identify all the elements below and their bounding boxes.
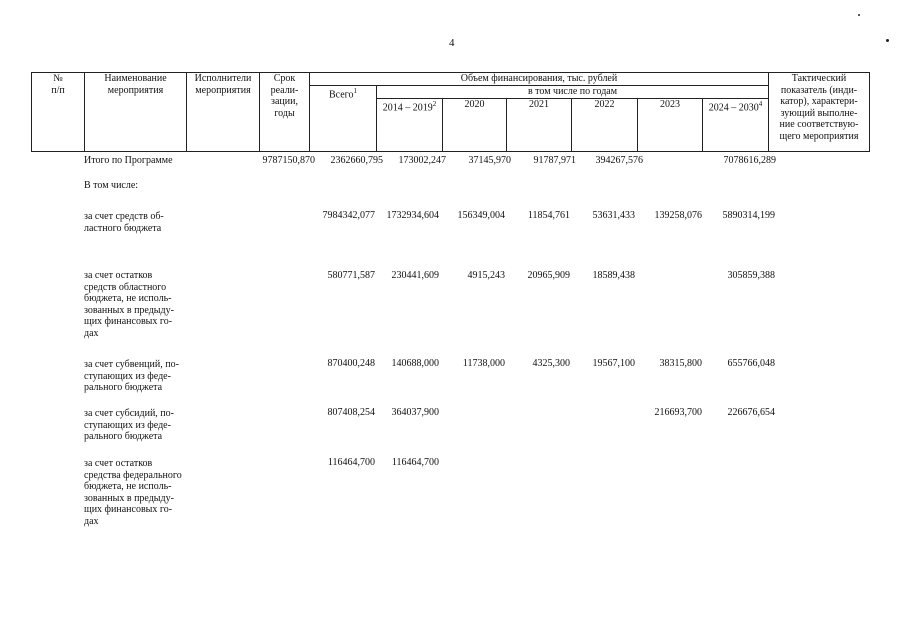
cell-2022: 53631,433	[592, 210, 635, 221]
cell-total: 7984342,077	[322, 210, 375, 221]
cell-2014-2019: 230441,609	[391, 270, 439, 281]
row-label: за счет субсидий, по- ступающих из феде- рального бюджета	[84, 408, 174, 443]
cell-2023: 216693,700	[654, 407, 702, 418]
cell-2014-2019: 116464,700	[391, 457, 439, 468]
header-executors: Исполнители мероприятия	[187, 73, 260, 152]
row-label: Итого по Программе	[84, 155, 173, 166]
table-row	[31, 407, 879, 456]
cell-2020: 4915,243	[467, 270, 505, 281]
scan-speck	[886, 39, 889, 42]
cell-2021: 11854,761	[527, 210, 570, 221]
cell-2023: 394267,576	[595, 155, 643, 166]
table-body	[31, 152, 879, 536]
cell-2022: 18589,438	[592, 270, 635, 281]
cell-total: 807408,254	[327, 407, 375, 418]
header-year: 2020	[443, 98, 507, 151]
header-term: Срок реали- зации, годы	[260, 73, 310, 152]
header-year: 2023	[638, 98, 703, 151]
cell-2020: 11738,000	[462, 358, 505, 369]
cell-total: 116464,700	[327, 457, 375, 468]
header-finance: Объем финансирования, тыс. рублей	[310, 73, 769, 86]
table-row	[31, 268, 879, 357]
cell-2014-2019: 2362660,795	[330, 155, 383, 166]
cell-2021: 37145,970	[468, 155, 511, 166]
header-total: Всего$^1$	[310, 86, 377, 152]
cell-2021: 4325,300	[532, 358, 570, 369]
header-year: 2022	[572, 98, 638, 151]
cell-2024-2030: 655766,048	[727, 358, 775, 369]
header-year: 2014 – 2019$^2$	[377, 98, 443, 151]
header-number: № п/п	[32, 73, 85, 152]
page-number: 4	[449, 37, 455, 49]
cell-2022: 19567,100	[592, 358, 635, 369]
header-table	[31, 72, 870, 152]
table-row	[31, 210, 879, 268]
header-year: 2024 – 2030$^4$	[703, 98, 769, 151]
cell-2021: 20965,909	[527, 270, 570, 281]
header-by-years: в том числе по годам	[377, 86, 769, 99]
header-indicator: Тактический показатель (инди- катор), характери- зующий выполне- ние соответствую- щего мероприятия	[769, 73, 870, 152]
cell-2024-2030: 5890314,199	[722, 210, 775, 221]
table-row	[31, 456, 879, 536]
table-row	[31, 152, 879, 181]
cell-2024-2030: 305859,388	[727, 270, 775, 281]
cell-2014-2019: 140688,000	[391, 358, 439, 369]
cell-2023: 38315,800	[659, 358, 702, 369]
cell-2022: 91787,971	[533, 155, 576, 166]
cell-2020: 156349,004	[457, 210, 505, 221]
row-label: за счет субвенций, по- ступающих из феде- рального бюджета	[84, 359, 179, 394]
row-label: В том числе:	[84, 180, 139, 191]
cell-2014-2019: 364037,900	[391, 407, 439, 418]
scan-speck	[858, 14, 860, 16]
table-row	[31, 357, 879, 407]
header-year: 2021	[507, 98, 572, 151]
row-label: за счет остатков средства федерального бюджета, не исполь- зованных в предыду- щих финансовых го- дах	[84, 458, 182, 527]
row-label: за счет остатков средств областного бюджета, не исполь- зованных в предыду- щих финансовых го- дах	[84, 270, 174, 339]
cell-2023: 139258,076	[654, 210, 702, 221]
cell-total: 870400,248	[327, 358, 375, 369]
cell-2024-2030: 226676,654	[727, 407, 775, 418]
cell-2024-2030: 7078616,289	[723, 155, 776, 166]
cell-total: 9787150,870	[262, 155, 315, 166]
cell-2014-2019: 1732934,604	[386, 210, 439, 221]
cell-total: 580771,587	[327, 270, 375, 281]
cell-2020: 173002,247	[398, 155, 446, 166]
row-label: за счет средств об- ластного бюджета	[84, 211, 164, 234]
header-name: Наименование мероприятия	[85, 73, 187, 152]
